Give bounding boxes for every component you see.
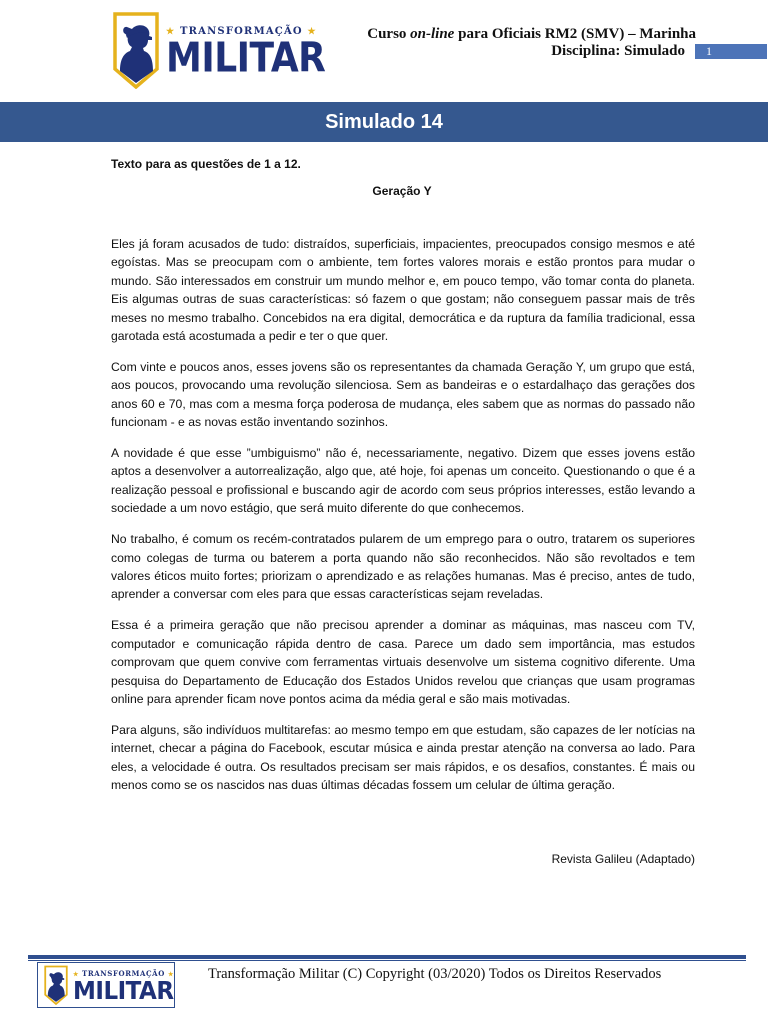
paragraph: Essa é a primeira geração que não precisou aprender a dominar as máquinas, mas nasceu com TV, computador e comunicação rápida dentro de casa. Parece um dado sem importância, mas estudos comprovam que quem convive com ferramentas virtuais desenvolve um sistema cognitivo diferente. Uma pesquisa do Departamento de Educação dos Estados Unidos revelou que crianças que usam programas online para aprender ficam nove pontos acima da média geral e são mais motivadas.	[111, 618, 695, 706]
page-title: Simulado 14	[325, 111, 443, 133]
logo-subtitle: ★ TRANSFORMAÇÃO ★	[73, 968, 174, 978]
discipline-label: Disciplina: Simulado	[551, 43, 685, 59]
footer-divider	[28, 955, 746, 959]
soldier-salute-badge-icon	[42, 965, 70, 1005]
soldier-salute-badge-icon	[112, 11, 160, 89]
questions-intro: Texto para as questões de 1 a 12.	[111, 157, 301, 171]
paragraph: No trabalho, é comum os recém-contratados pularem de um emprego para o outro, tratarem os superiores como colegas de turma ou baterem a porta quando não são reconhecidos. Não são revoltados e tem valores éticos muito fortes; priorizam o aprendizado e as relações humanas. Mas é preciso, antes de tudo, aprender a conversar com eles para que essas características sejam reveladas.	[111, 532, 695, 602]
logo-subtitle: ★ TRANSFORMAÇÃO ★	[166, 25, 317, 37]
copyright-notice: Transformação Militar (C) Copyright (03/2020) Todos os Direitos Reservados	[208, 966, 662, 982]
footer-logo	[37, 962, 175, 1008]
footer-divider-thin	[28, 960, 746, 961]
paragraph: Com vinte e poucos anos, esses jovens são os representantes da chamada Geração Y, um grupo que está, aos poucos, provocando uma revolução silenciosa. Sem as bandeiras e o estardalhaço das gerações dos anos 60 e 70, mas com a mesma força poderosa de mudança, eles sabem que as normas do passado não funcionam - e as novas estão inventando sozinhos.	[111, 359, 695, 430]
paragraph: Para alguns, são indivíduos multitarefas: ao mesmo tempo em que estudam, são capazes de ler notícias na internet, checar a página do Facebook, escutar música e ainda prestar atenção na conversa ao lado. Para eles, a velocidade é outra. Os resultados precisam ser mais rápidos, e os desafios, constantes. É mais ou menos como se os nascidos nas duas últimas décadas fossem um celular de última geração.	[111, 722, 695, 793]
course-title: Curso on-line para Oficiais RM2 (SMV) – Marinha	[367, 26, 696, 42]
page-number: 1	[695, 44, 767, 59]
text-title: Geração Y	[372, 184, 432, 198]
paragraph: Eles já foram acusados de tudo: distraídos, superficiais, impacientes, preocupados consigo mesmos e até egoístas. Mas se preocupam com o ambiente, tem fortes valores morais e estão prontos para mudar o mundo. São interessados em construir um mundo melhor e, em pouco tempo, vão tomar conta do planeta. Eis algumas outras de suas características: só fazem o que gostam; não conseguem passar mais de três meses no mesmo trabalho. Concebidos na era digital, democrática e da ruptura da família tradicional, essa garotada está acostumada a pedir e ter o que quer.	[111, 237, 695, 344]
text-source: Revista Galileu (Adaptado)	[551, 852, 695, 866]
text-body	[111, 235, 695, 807]
logo-wordmark: MILITAR	[166, 34, 326, 82]
logo-wordmark: MILITAR	[73, 976, 174, 1005]
paragraph: A novidade é que esse ”umbiguismo” não é, necessariamente, negativo. Dizem que esses jovens estão aptos a desenvolver a autorrealização, algo que, até hoje, foi apenas um conceito. Questionando o que é a realização pessoal e profissional e buscando agir de acordo com seus próprios interesses, estão levando a sociedade a um novo estágio, que será muito diferente do que conhecemos.	[111, 446, 695, 516]
header-logo	[112, 10, 326, 90]
